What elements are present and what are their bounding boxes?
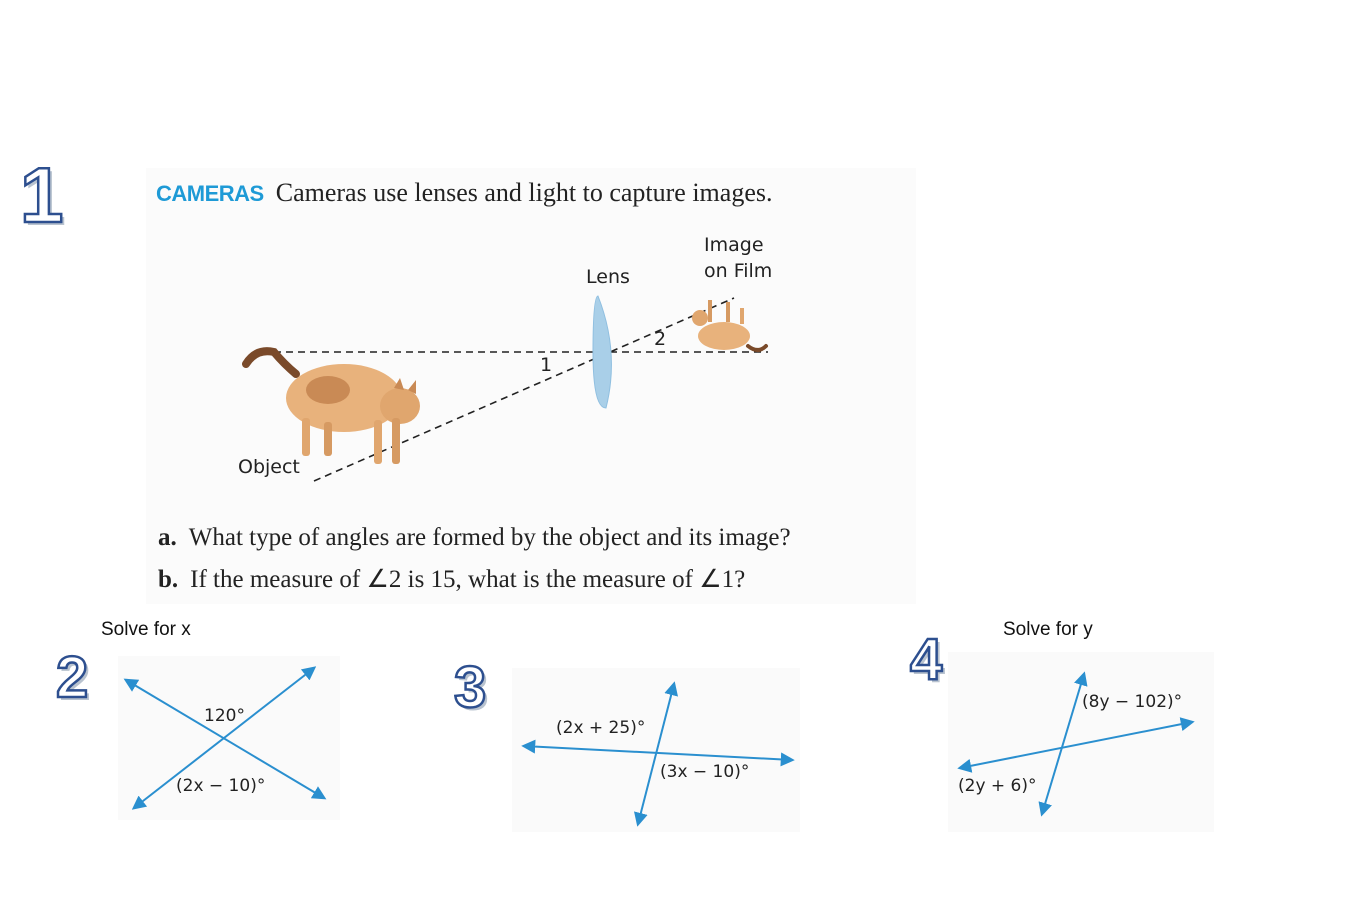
image-label-line1: Image [704, 234, 764, 256]
angle-2y-plus-6: (2y + 6)° [958, 776, 1037, 796]
problem-1-card [146, 168, 916, 604]
angle-120: 120° [204, 706, 245, 726]
question-b [158, 564, 745, 594]
lens-label: Lens [586, 266, 630, 288]
problem-number-1: 1 [20, 151, 64, 239]
angle-2x-minus-10: (2x − 10)° [176, 776, 266, 796]
lens-shape [593, 296, 611, 408]
solve-for-y-label: Solve for y [1003, 619, 1093, 640]
solve-for-x-label: Solve for x [101, 619, 191, 640]
topic-label: CAMERAS [156, 181, 264, 206]
problem-2-figure [118, 656, 340, 820]
angle-3x-minus-10: (3x − 10)° [660, 762, 750, 782]
shallow-line [960, 722, 1192, 768]
problem-4-figure [948, 652, 1214, 832]
cat-object [246, 351, 420, 464]
problem-3-figure [512, 668, 800, 832]
angle-2-label: 2 [654, 328, 667, 350]
angle-1-label: 1 [540, 354, 553, 376]
problem-number-4: 4 [910, 627, 943, 692]
object-label: Object [238, 456, 300, 478]
cat-image [692, 300, 766, 350]
question-a-text: What type of angles are formed by the object and its image? [188, 524, 791, 551]
problem-number-3: 3 [454, 655, 487, 720]
angle-2x-plus-25: (2x + 25)° [556, 718, 646, 738]
question-b-text: If the measure of ∠2 is 15, what is the measure of ∠1? [190, 566, 746, 593]
problem-number-2: 2 [56, 645, 89, 710]
image-label-line2: on Film [704, 260, 773, 282]
angle-8y-minus-102: (8y − 102)° [1082, 692, 1183, 712]
question-a-letter: a. [158, 524, 177, 551]
problem-1-intro: Cameras use lenses and light to capture images. [275, 178, 773, 207]
question-b-letter: b. [158, 566, 179, 593]
question-a [158, 524, 791, 552]
